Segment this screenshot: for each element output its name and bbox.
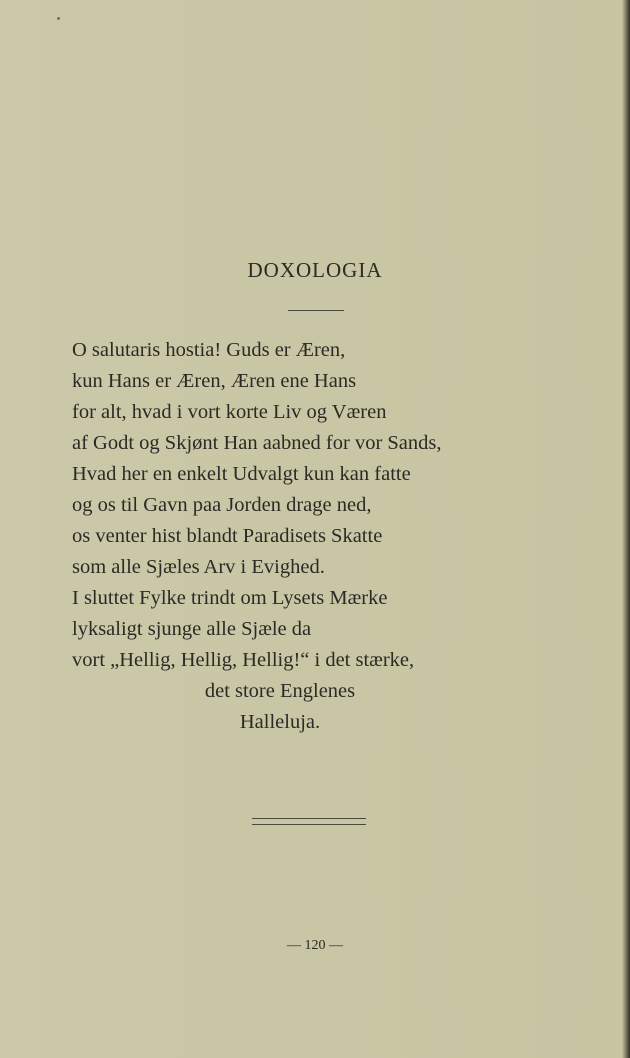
title-divider: [288, 310, 344, 311]
poem-line: O salutaris hostia! Guds er Æren,: [72, 339, 346, 361]
poem-line: af Godt og Skjønt Han aabned for vor Sands,: [72, 432, 442, 454]
page-edge-shadow: [622, 0, 630, 1058]
poem-line: og os til Gavn paa Jorden drage ned,: [72, 494, 372, 516]
poem-line: for alt, hvad i vort korte Liv og Væren: [72, 401, 387, 423]
poem-line: Hvad her en enkelt Udvalgt kun kan fatte: [72, 463, 411, 485]
page-number: — 120 —: [287, 938, 343, 953]
poem-line: lyksaligt sjunge alle Sjæle da: [72, 618, 312, 640]
poem-line: vort „Hellig, Hellig, Hellig!“ i det stærke,: [72, 649, 415, 671]
paper-speck: [57, 17, 60, 20]
poem-line: kun Hans er Æren, Æren ene Hans: [72, 370, 357, 392]
poem-line: I sluttet Fylke trindt om Lysets Mærke: [72, 587, 388, 609]
poem-line: Halleluja.: [239, 711, 321, 733]
closing-double-rule: [252, 818, 366, 825]
poem-line: som alle Sjæles Arv i Evighed.: [72, 556, 325, 578]
poem-line: os venter hist blandt Paradisets Skatte: [72, 525, 383, 547]
poem-line: det store Englenes: [204, 680, 356, 702]
poem-title: DOXOLOGIA: [247, 258, 383, 282]
